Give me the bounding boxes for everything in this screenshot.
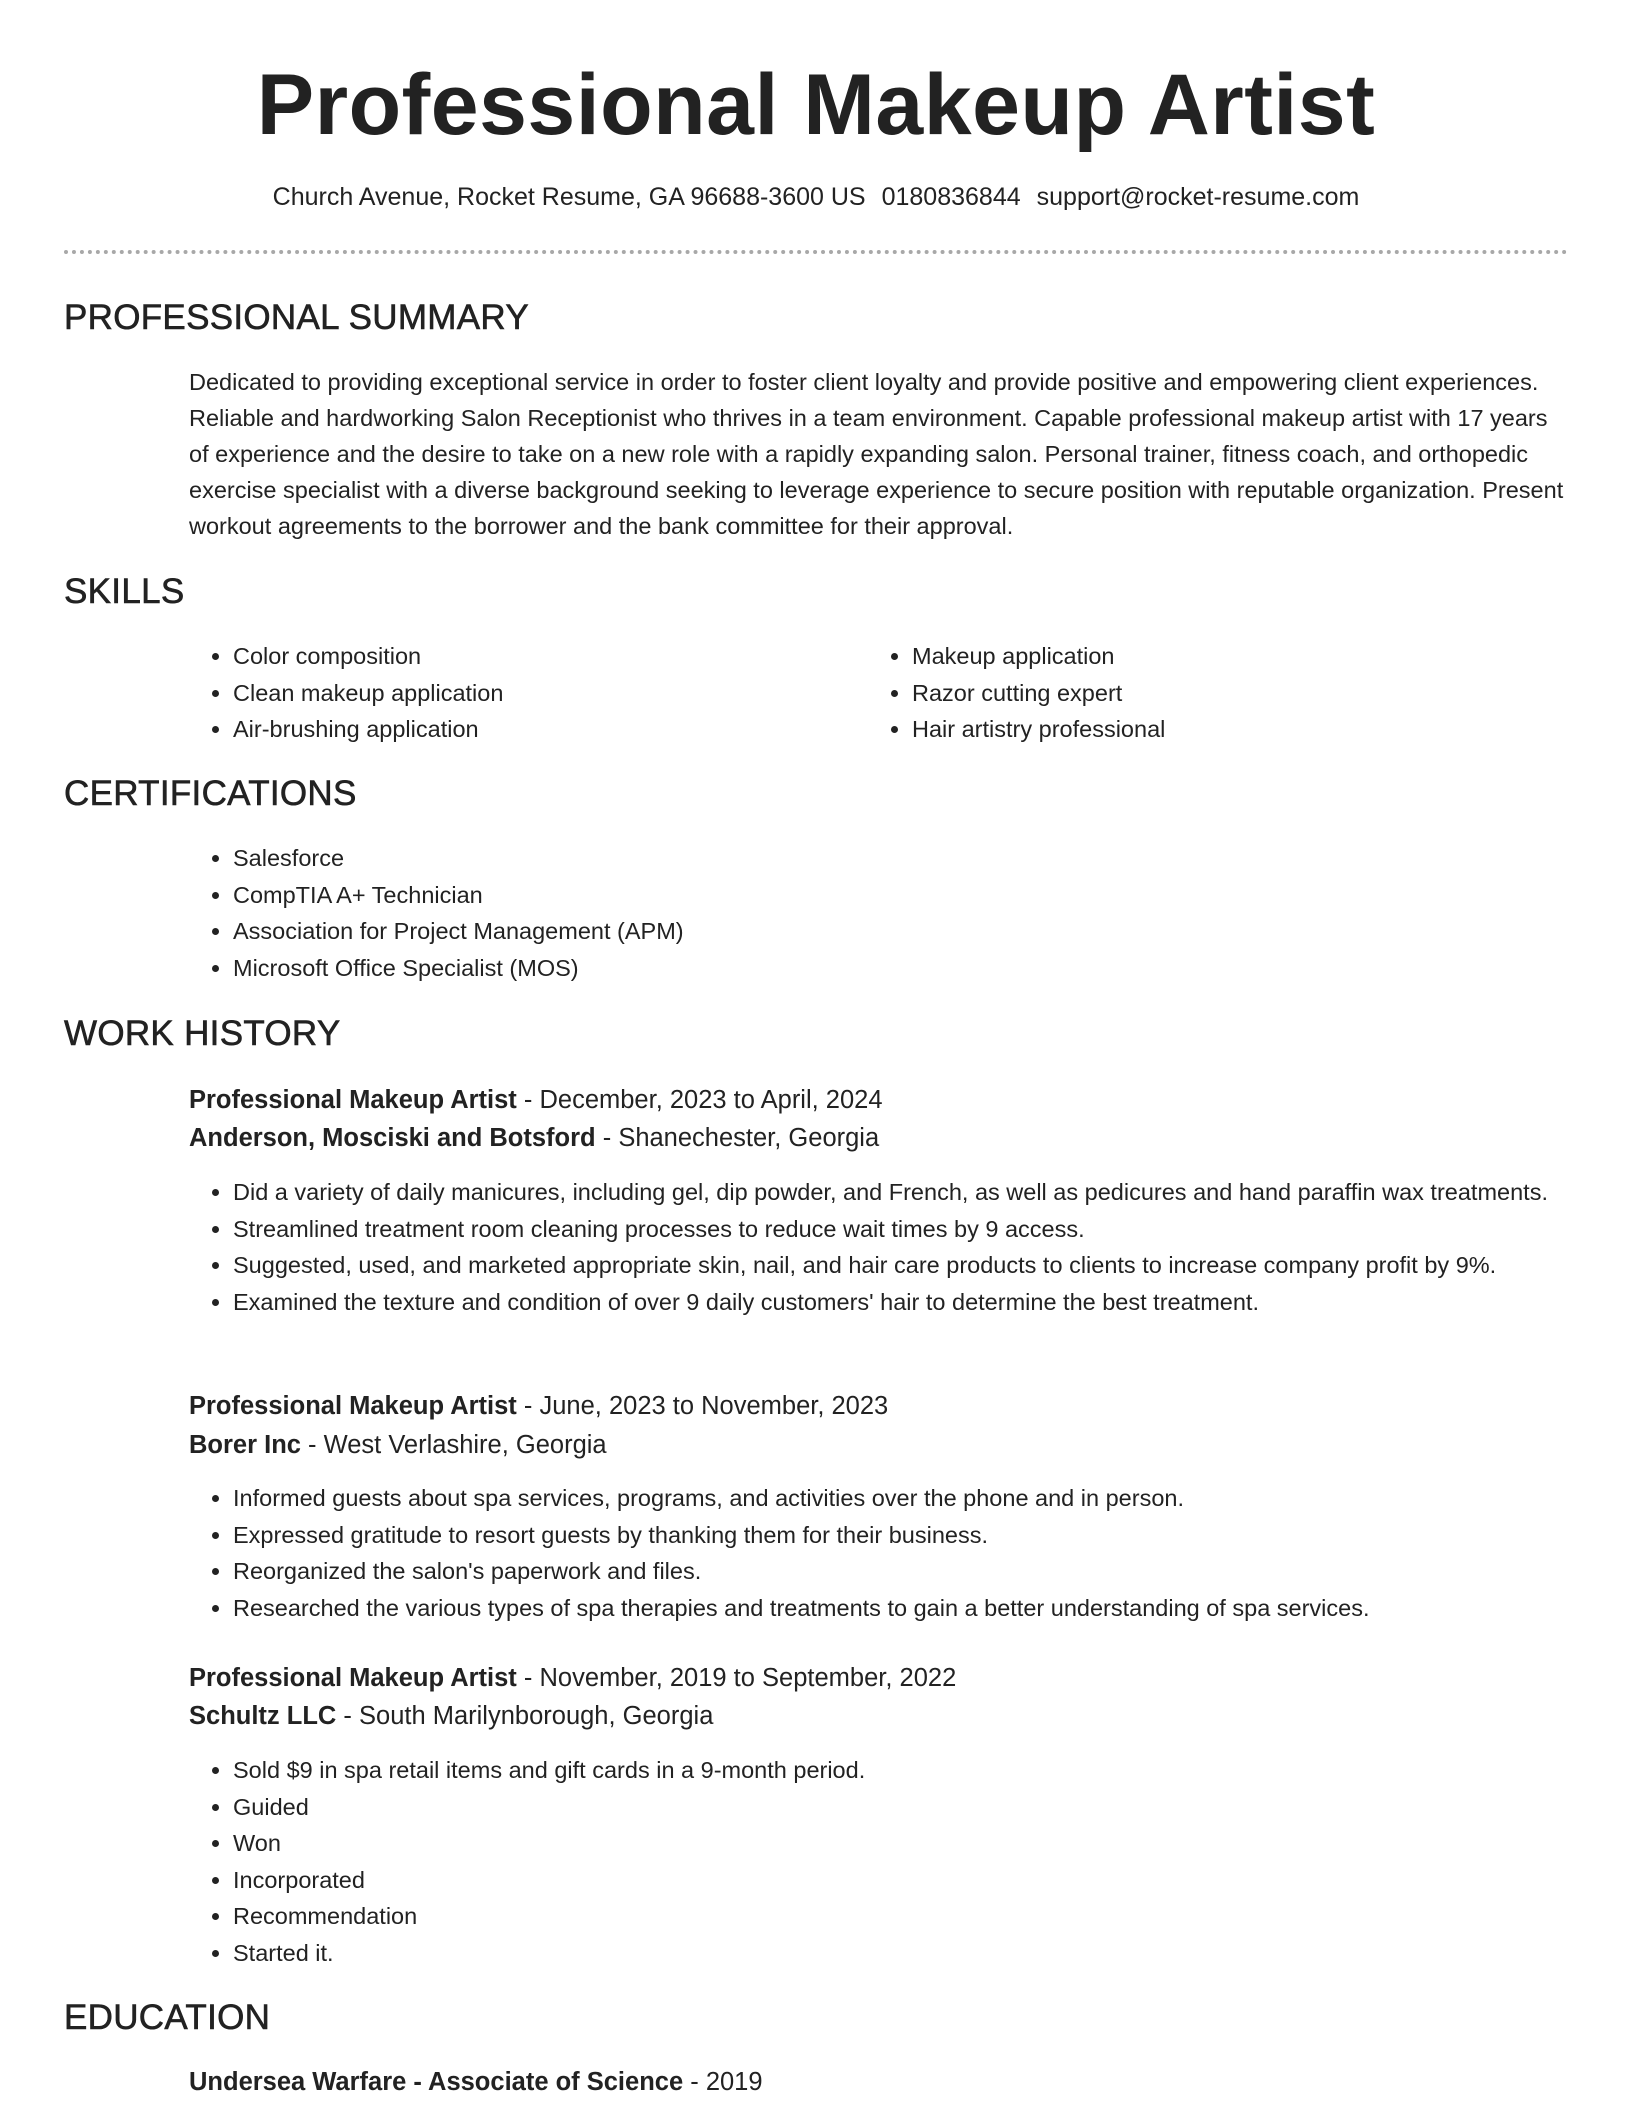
- skills-heading: SKILLS: [64, 572, 185, 611]
- certifications-heading: CERTIFICATIONS: [64, 774, 357, 813]
- job-bullets: [189, 1174, 1613, 1320]
- contact-phone: 0180836844: [881, 183, 1021, 211]
- skills-list-left: [189, 638, 833, 748]
- education-year: 2019: [705, 2068, 763, 2096]
- separator: -: [336, 1702, 359, 1730]
- job-company-line: [189, 1120, 879, 1156]
- skill-item: • Clean makeup application: [233, 675, 833, 712]
- skill-item: • Air-brushing application: [233, 711, 833, 748]
- job-bullet: • Informed guests about spa services, programs, and activities over the phone and in person.: [233, 1480, 1613, 1517]
- job-company: Anderson, Mosciski and Botsford: [189, 1124, 596, 1152]
- summary-text: Dedicated to providing exceptional service in order to foster client loyalty and provide positive and empowering client experiences. Reliable and hardworking Salon Receptionist who thrives in a team environment. Capable professional makeup artist with 17 years of experience and the desire to take on a new role with a rapidly expanding salon. Personal trainer, fitness coach, and orthopedic exercise specialist with a diverse background seeking to leverage experience to secure position with reputable organization. Present workout agreements to the borrower and the bank committee for their approval.: [189, 369, 1564, 539]
- job-bullet: • Won: [233, 1825, 1613, 1862]
- contact-address: Church Avenue, Rocket Resume, GA 96688-3600 US: [272, 183, 866, 211]
- separator: -: [300, 1431, 324, 1459]
- separator: -: [516, 1392, 540, 1420]
- certification-item: • Association for Project Management (APM): [233, 913, 1613, 950]
- job-dates: December, 2023 to April, 2024: [539, 1086, 883, 1114]
- job-bullet: • Started it.: [233, 1935, 1613, 1972]
- summary-heading: PROFESSIONAL SUMMARY: [64, 298, 529, 337]
- job-bullet: • Incorporated: [233, 1862, 1613, 1899]
- education-line: [189, 2064, 763, 2100]
- education-heading: EDUCATION: [64, 1998, 271, 2037]
- job-title: Professional Makeup Artist: [189, 1664, 517, 1692]
- job-company-line: [189, 1427, 607, 1463]
- certification-item: • CompTIA A+ Technician: [233, 877, 1613, 914]
- job-bullet: • Reorganized the salon's paperwork and files.: [233, 1553, 1613, 1590]
- separator: -: [683, 2068, 706, 2096]
- job-bullet: • Expressed gratitude to resort guests by thanking them for their business.: [233, 1517, 1613, 1554]
- education-degree: Undersea Warfare - Associate of Science: [189, 2068, 684, 2096]
- job-dates: June, 2023 to November, 2023: [539, 1392, 889, 1420]
- job-bullet: • Recommendation: [233, 1898, 1613, 1935]
- skill-item: • Makeup application: [912, 638, 1512, 675]
- job-company: Schultz LLC: [189, 1702, 337, 1730]
- job-location: West Verlashire, Georgia: [323, 1431, 607, 1459]
- job-title-line: [189, 1388, 888, 1424]
- job-title-line: [189, 1082, 883, 1118]
- skill-item: • Razor cutting expert: [912, 675, 1512, 712]
- job-bullet: • Sold $9 in spa retail items and gift cards in a 9-month period.: [233, 1752, 1613, 1789]
- certification-item: • Microsoft Office Specialist (MOS): [233, 950, 1613, 987]
- certifications-list: [189, 840, 1613, 986]
- work-history-heading: WORK HISTORY: [64, 1014, 341, 1053]
- candidate-name: Professional Makeup Artist: [256, 57, 1376, 153]
- job-bullets: [189, 1752, 1613, 1971]
- job-dates: November, 2019 to September, 2022: [539, 1664, 957, 1692]
- job-bullet: • Guided: [233, 1789, 1613, 1826]
- job-title: Professional Makeup Artist: [189, 1392, 517, 1420]
- header-divider: [64, 250, 1568, 254]
- skill-item: • Color composition: [233, 638, 833, 675]
- job-bullets: [189, 1480, 1613, 1626]
- job-title-line: [189, 1660, 956, 1696]
- job-location: Shanechester, Georgia: [618, 1124, 880, 1152]
- job-location: South Marilynborough, Georgia: [359, 1702, 714, 1730]
- job-bullet: • Researched the various types of spa therapies and treatments to gain a better understanding of spa services.: [233, 1590, 1613, 1627]
- job-company: Borer Inc: [189, 1431, 301, 1459]
- job-bullet: • Streamlined treatment room cleaning processes to reduce wait times by 9 access.: [233, 1211, 1613, 1248]
- job-bullet: • Examined the texture and condition of over 9 daily customers' hair to determine the best treatment.: [233, 1284, 1613, 1321]
- certification-item: • Salesforce: [233, 840, 1613, 877]
- separator: -: [516, 1664, 540, 1692]
- job-title: Professional Makeup Artist: [189, 1086, 517, 1114]
- contact-line: [0, 180, 1632, 214]
- skill-item: • Hair artistry professional: [912, 711, 1512, 748]
- skills-list-right: [868, 638, 1512, 748]
- job-company-line: [189, 1698, 713, 1734]
- job-bullet: • Did a variety of daily manicures, including gel, dip powder, and French, as well as pedicures and hand paraffin wax treatments.: [233, 1174, 1613, 1211]
- contact-email: support@rocket-resume.com: [1036, 183, 1360, 211]
- job-bullet: • Suggested, used, and marketed appropriate skin, nail, and hair care products to clients to increase company profit by 9%.: [233, 1247, 1613, 1284]
- separator: -: [595, 1124, 619, 1152]
- separator: -: [516, 1086, 540, 1114]
